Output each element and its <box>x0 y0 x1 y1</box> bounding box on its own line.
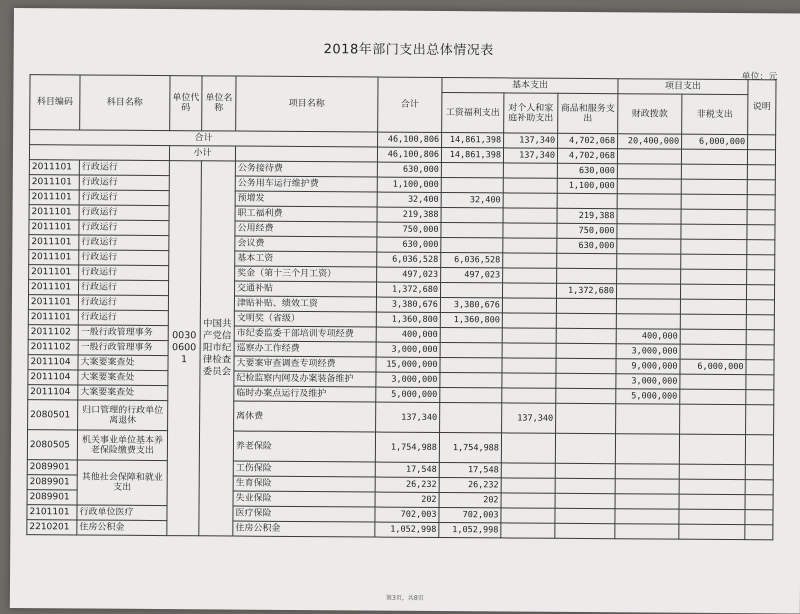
project-name: 工伤保险 <box>233 461 375 477</box>
cell-note <box>745 480 773 495</box>
cell-fiscal <box>615 524 679 539</box>
header-salary: 工资福利支出 <box>442 92 504 132</box>
total-fiscal: 20,400,000 <box>618 134 682 149</box>
cell-total: 400,000 <box>376 327 440 342</box>
subject-code: 2089901 <box>27 490 77 505</box>
subject-code: 2080505 <box>27 430 77 460</box>
cell-total: 1,360,800 <box>376 312 440 327</box>
project-name: 预增发 <box>235 191 377 207</box>
cell-goods <box>555 478 615 493</box>
cell-salary: 1,360,800 <box>440 312 502 327</box>
cell-goods <box>556 388 616 403</box>
cell-salary <box>440 357 502 372</box>
project-name: 基本工资 <box>235 251 377 267</box>
cell-personal <box>502 313 556 328</box>
cell-note <box>746 285 774 300</box>
cell-salary <box>441 207 503 222</box>
cell-goods: 750,000 <box>557 223 617 238</box>
total-total: 46,100,806 <box>378 132 442 147</box>
cell-fiscal <box>615 479 679 494</box>
subject-code: 2011101 <box>28 295 78 310</box>
cell-salary: 32,400 <box>441 192 503 207</box>
subject-name: 一般行政管理事务 <box>78 340 168 356</box>
cell-goods <box>556 343 616 358</box>
cell-personal <box>503 178 557 193</box>
cell-personal <box>501 463 555 478</box>
subject-name: 行政运行 <box>78 280 168 296</box>
cell-nontax <box>681 209 747 224</box>
subject-name: 行政运行 <box>79 265 169 281</box>
subject-code: 2011101 <box>29 160 79 175</box>
cell-note <box>746 315 774 330</box>
cell-salary <box>440 282 502 297</box>
cell-note <box>746 360 774 375</box>
cell-fiscal <box>617 179 681 194</box>
subject-code: 2011101 <box>28 280 78 295</box>
header-subject-name: 科目名称 <box>80 75 170 131</box>
cell-fiscal <box>617 269 681 284</box>
cell-nontax <box>680 284 746 299</box>
cell-total: 32,400 <box>377 192 441 207</box>
cell-note <box>745 435 773 465</box>
cell-fiscal: 9,000,000 <box>616 359 680 374</box>
subject-name: 机关事业单位基本养老保险缴费支出 <box>77 430 167 461</box>
project-name: 市纪委监委干部培训专项经费 <box>234 326 376 342</box>
cell-fiscal <box>616 404 680 434</box>
subject-code: 2011102 <box>28 340 78 355</box>
header-note: 说明 <box>748 80 776 135</box>
subtotal-note <box>747 150 775 165</box>
header-goods: 商品和服务支出 <box>558 93 618 133</box>
cell-total: 702,003 <box>375 507 439 522</box>
subject-code: 2089901 <box>27 460 77 475</box>
cell-fiscal <box>617 164 681 179</box>
cell-nontax <box>679 524 745 539</box>
header-project-name: 项目名称 <box>236 76 378 132</box>
cell-nontax <box>679 479 745 494</box>
cell-total: 630,000 <box>377 237 441 252</box>
cell-personal <box>503 193 557 208</box>
cell-salary: 3,380,676 <box>440 297 502 312</box>
cell-fiscal <box>617 224 681 239</box>
cell-personal <box>501 508 555 523</box>
cell-note <box>746 375 774 390</box>
expenditure-table <box>26 74 776 540</box>
total-salary: 14,861,398 <box>442 132 504 147</box>
cell-salary <box>441 222 503 237</box>
cell-note <box>746 390 774 405</box>
cell-salary: 6,036,528 <box>441 252 503 267</box>
cell-goods <box>557 253 617 268</box>
cell-total: 202 <box>375 492 439 507</box>
cell-goods: 630,000 <box>557 163 617 178</box>
cell-note <box>747 255 775 270</box>
cell-note <box>747 180 775 195</box>
project-name: 巡察办工作经费 <box>234 341 376 357</box>
cell-note <box>746 405 774 435</box>
cell-nontax <box>680 299 746 314</box>
total-label: 合计 <box>30 130 378 147</box>
cell-personal <box>503 163 557 178</box>
header-personal: 对个人和家庭补助支出 <box>504 93 558 133</box>
cell-total: 1,052,998 <box>375 522 439 537</box>
subject-code: 2011101 <box>29 190 79 205</box>
cell-goods: 219,388 <box>557 208 617 223</box>
cell-personal <box>503 253 557 268</box>
subtotal-blank <box>29 145 169 161</box>
header-nontax: 非税支出 <box>682 94 748 134</box>
subject-name: 行政运行 <box>79 190 169 206</box>
subtotal-salary: 14,861,398 <box>441 147 503 162</box>
cell-salary <box>440 372 502 387</box>
cell-goods <box>557 268 617 283</box>
subject-code: 2011101 <box>29 265 79 280</box>
cell-nontax <box>681 194 747 209</box>
cell-nontax <box>679 509 745 524</box>
header-project: 项目支出 <box>618 79 748 95</box>
total-personal: 137,340 <box>504 133 558 148</box>
cell-goods <box>555 508 615 523</box>
cell-fiscal <box>617 209 681 224</box>
total-goods: 4,702,068 <box>558 133 618 148</box>
cell-salary: 26,232 <box>439 477 501 492</box>
cell-total: 1,754,988 <box>375 432 439 462</box>
cell-total: 3,000,000 <box>376 342 440 357</box>
subject-code: 2011101 <box>29 175 79 190</box>
project-name: 文明奖（省级） <box>234 311 376 327</box>
subject-code: 2011101 <box>29 250 79 265</box>
cell-salary <box>441 237 503 252</box>
cell-goods <box>555 523 615 538</box>
subject-code: 2011101 <box>29 220 79 235</box>
subject-name: 行政运行 <box>78 295 168 311</box>
cell-fiscal: 400,000 <box>616 329 680 344</box>
cell-goods: 630,000 <box>557 238 617 253</box>
cell-note <box>747 240 775 255</box>
project-name: 会议费 <box>235 236 377 252</box>
subject-code: 2089901 <box>27 475 77 490</box>
cell-total: 6,036,528 <box>377 252 441 267</box>
project-name: 津贴补贴、绩效工资 <box>234 296 376 312</box>
cell-fiscal <box>615 509 679 524</box>
cell-personal <box>503 223 557 238</box>
cell-salary <box>440 327 502 342</box>
cell-goods <box>556 403 616 433</box>
cell-note <box>745 510 773 525</box>
cell-personal <box>501 523 555 538</box>
cell-personal <box>503 208 557 223</box>
cell-nontax <box>681 254 747 269</box>
subtotal-label: 小计 <box>169 146 235 161</box>
project-name: 公用经费 <box>235 221 377 237</box>
cell-personal <box>502 358 556 373</box>
project-name: 职工福利费 <box>235 206 377 222</box>
subject-name-group: 其他社会保障和就业支出 <box>77 460 167 506</box>
cell-fiscal: 5,000,000 <box>616 389 680 404</box>
document-page <box>10 8 800 614</box>
cell-total: 630,000 <box>377 162 441 177</box>
cell-goods <box>556 373 616 388</box>
cell-fiscal: 3,000,000 <box>616 344 680 359</box>
subject-code: 2101101 <box>27 505 77 520</box>
subject-code: 2011101 <box>28 310 78 325</box>
cell-goods <box>556 358 616 373</box>
page-footer: 第3页，共8页 <box>386 594 424 602</box>
cell-personal <box>502 283 556 298</box>
cell-salary <box>440 342 502 357</box>
cell-total: 5,000,000 <box>376 387 440 402</box>
subject-name: 行政运行 <box>79 205 169 221</box>
cell-nontax <box>681 269 747 284</box>
cell-goods <box>556 328 616 343</box>
subject-name: 行政运行 <box>79 250 169 266</box>
page-title: 2018年部门支出总体情况表 <box>323 42 494 59</box>
subject-name: 行政单位医疗 <box>77 505 167 521</box>
subtotal-goods: 4,702,068 <box>557 148 617 163</box>
subject-code: 2011104 <box>28 355 78 370</box>
project-name: 失业保险 <box>233 491 375 507</box>
cell-total: 26,232 <box>375 477 439 492</box>
cell-note <box>746 345 774 360</box>
subtotal-personal: 137,340 <box>503 148 557 163</box>
subtotal-nontax <box>681 149 747 164</box>
subject-name: 行政运行 <box>78 310 168 326</box>
subject-name: 住房公积金 <box>77 520 167 536</box>
project-name: 交通补贴 <box>234 281 376 297</box>
unit-name: 中国共产党信阳市纪律检查委员会 <box>199 161 236 536</box>
cell-total: 17,548 <box>375 462 439 477</box>
subject-name: 行政运行 <box>79 175 169 191</box>
cell-nontax <box>681 224 747 239</box>
subject-name: 大案要案查处 <box>78 370 168 386</box>
cell-fiscal <box>615 434 679 464</box>
project-name: 医疗保险 <box>233 506 375 522</box>
cell-nontax <box>680 314 746 329</box>
cell-salary <box>440 402 502 432</box>
cell-personal <box>502 298 556 313</box>
header-subject-code: 科目编码 <box>30 75 80 130</box>
cell-salary: 17,548 <box>439 462 501 477</box>
cell-total: 1,372,680 <box>376 282 440 297</box>
header-total: 合计 <box>378 77 442 132</box>
subject-code: 2011101 <box>29 235 79 250</box>
cell-fiscal <box>616 284 680 299</box>
cell-nontax <box>681 239 747 254</box>
subject-code: 2210201 <box>27 520 77 535</box>
cell-total: 497,023 <box>377 267 441 282</box>
project-name: 奖金（第十三个月工资） <box>235 266 377 282</box>
subject-code: 2011101 <box>29 205 79 220</box>
project-name: 离休费 <box>234 401 376 432</box>
cell-salary <box>441 162 503 177</box>
cell-total: 15,000,000 <box>376 357 440 372</box>
cell-fiscal <box>617 239 681 254</box>
cell-goods: 1,100,000 <box>557 178 617 193</box>
total-note <box>748 135 776 150</box>
cell-goods <box>555 493 615 508</box>
subject-name: 行政运行 <box>79 235 169 251</box>
cell-salary: 497,023 <box>441 267 503 282</box>
cell-salary <box>440 387 502 402</box>
subject-name: 行政运行 <box>79 220 169 236</box>
total-nontax: 6,000,000 <box>682 134 748 149</box>
cell-nontax <box>679 464 745 479</box>
subject-code: 2011104 <box>28 385 78 400</box>
cell-note <box>745 525 773 540</box>
project-name: 公务接待费 <box>235 161 377 177</box>
cell-nontax <box>681 179 747 194</box>
header-unit-name: 单位名称 <box>202 76 236 131</box>
project-name: 公务用车运行维护费 <box>235 176 377 192</box>
cell-salary: 1,754,988 <box>439 432 501 462</box>
unit-label: 单位：元 <box>741 72 778 83</box>
cell-note <box>746 330 774 345</box>
cell-goods <box>555 463 615 478</box>
cell-nontax <box>680 404 746 434</box>
cell-note <box>747 270 775 285</box>
cell-total: 3,000,000 <box>376 372 440 387</box>
unit-code: 003006001 <box>167 161 202 536</box>
cell-note <box>745 495 773 510</box>
cell-salary: 702,003 <box>439 507 501 522</box>
cell-personal: 137,340 <box>502 403 556 433</box>
subject-code: 2011104 <box>28 370 78 385</box>
cell-note <box>747 165 775 180</box>
cell-goods <box>556 313 616 328</box>
cell-nontax <box>680 344 746 359</box>
subject-code: 2011102 <box>28 325 78 340</box>
project-name: 纪检监察内网及办案装备维护 <box>234 371 376 387</box>
cell-goods: 1,372,680 <box>556 283 616 298</box>
cell-note <box>747 225 775 240</box>
subject-name: 行政运行 <box>79 160 169 176</box>
cell-personal <box>502 373 556 388</box>
cell-total: 219,388 <box>377 207 441 222</box>
cell-note <box>747 195 775 210</box>
cell-fiscal <box>617 194 681 209</box>
cell-total: 137,340 <box>376 402 440 432</box>
cell-personal <box>501 493 555 508</box>
cell-personal <box>502 328 556 343</box>
cell-total: 3,380,676 <box>376 297 440 312</box>
cell-personal <box>501 478 555 493</box>
cell-fiscal <box>617 254 681 269</box>
subtotal-project <box>235 146 377 162</box>
cell-goods <box>555 433 615 463</box>
subtotal-total: 46,100,806 <box>377 147 441 162</box>
cell-note <box>747 210 775 225</box>
cell-nontax <box>679 494 745 509</box>
project-name: 住房公积金 <box>233 521 375 537</box>
cell-goods <box>557 193 617 208</box>
subject-name: 大案要案查处 <box>78 385 168 401</box>
cell-salary <box>441 177 503 192</box>
cell-personal <box>503 268 557 283</box>
header-unit-code: 单位代码 <box>170 76 202 131</box>
subject-name: 大案要案查处 <box>78 355 168 371</box>
cell-fiscal <box>615 494 679 509</box>
project-name: 养老保险 <box>233 431 375 462</box>
cell-nontax <box>679 434 745 464</box>
subject-name: 一般行政管理事务 <box>78 325 168 341</box>
subtotal-fiscal <box>617 149 681 164</box>
cell-personal <box>501 433 555 463</box>
cell-nontax <box>680 389 746 404</box>
cell-personal <box>503 238 557 253</box>
subject-code: 2080501 <box>28 400 78 430</box>
cell-fiscal: 3,000,000 <box>616 374 680 389</box>
cell-note <box>746 300 774 315</box>
header-fiscal: 财政拨款 <box>618 94 682 134</box>
cell-total: 1,100,000 <box>377 177 441 192</box>
subject-name: 归口管理的行政单位离退休 <box>78 400 168 431</box>
cell-fiscal <box>615 464 679 479</box>
cell-fiscal <box>616 299 680 314</box>
cell-note <box>745 465 773 480</box>
cell-nontax <box>680 329 746 344</box>
project-name: 生育保险 <box>233 476 375 492</box>
header-basic: 基本支出 <box>442 77 618 93</box>
cell-fiscal <box>616 314 680 329</box>
cell-salary: 1,052,998 <box>439 522 501 537</box>
cell-nontax <box>680 374 746 389</box>
cell-personal <box>502 343 556 358</box>
project-name: 临时办案点运行及维护 <box>234 386 376 402</box>
cell-goods <box>556 298 616 313</box>
project-name: 大要案审查调查专项经费 <box>234 356 376 372</box>
cell-personal <box>502 388 556 403</box>
cell-nontax: 6,000,000 <box>680 359 746 374</box>
cell-salary: 202 <box>439 492 501 507</box>
cell-nontax <box>681 164 747 179</box>
cell-total: 750,000 <box>377 222 441 237</box>
